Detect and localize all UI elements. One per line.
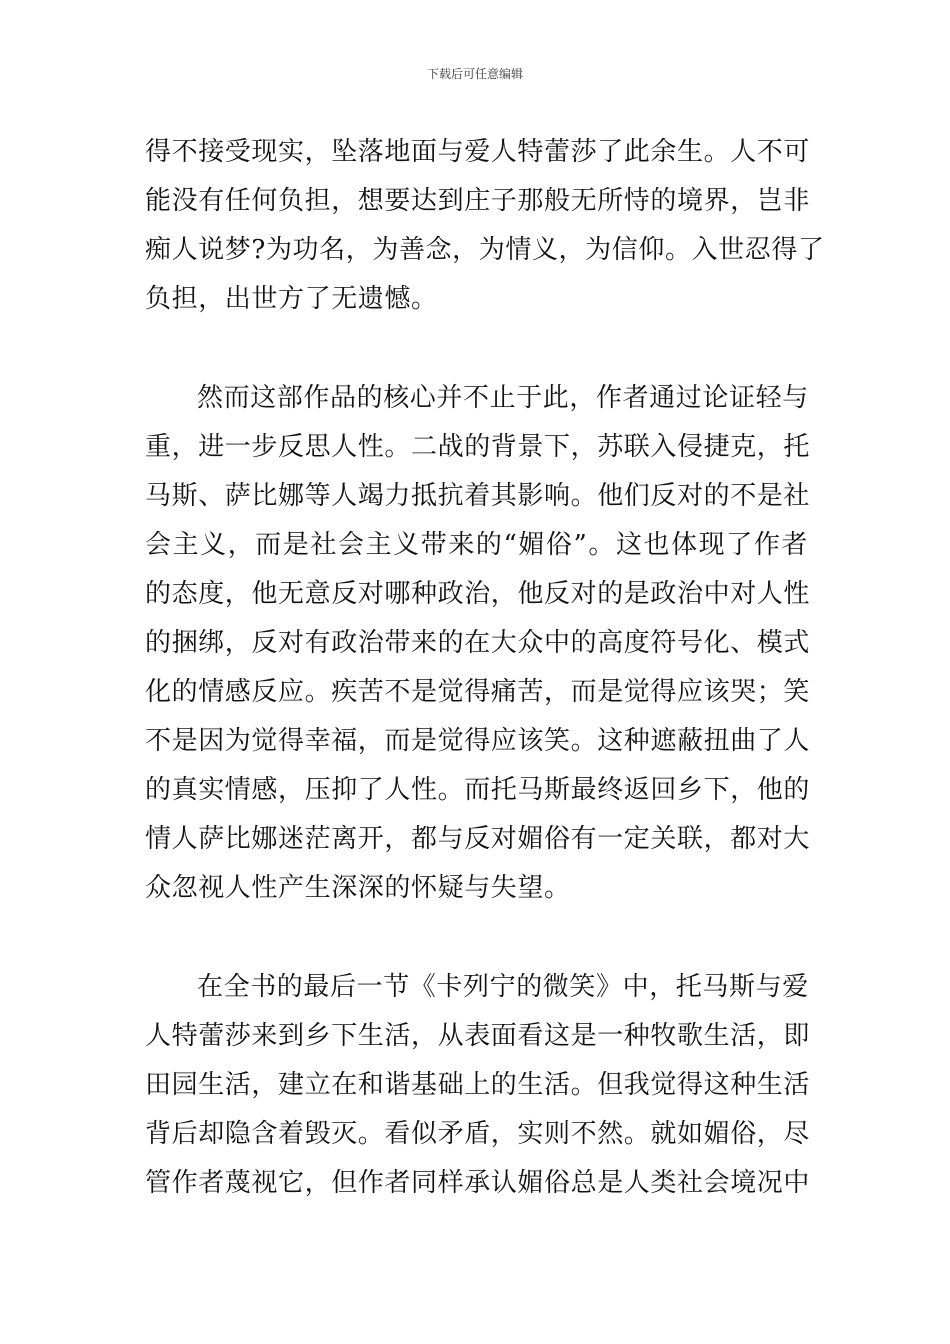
- document-body: [145, 128, 825, 1208]
- text-line: 的态度，他无意反对哪种政治，他反对的是政治中对人性: [145, 579, 811, 609]
- text-line: 情人萨比娜迷茫离开，都与反对媚俗有一定关联，都对大: [145, 824, 811, 854]
- paragraph: [145, 128, 825, 324]
- text-line: 的捆绑，反对有政治带来的在大众中的高度符号化、模式: [145, 628, 811, 658]
- paragraph: [145, 374, 811, 913]
- text-line: 然而这部作品的核心并不止于此，作者通过论证轻与: [197, 383, 809, 413]
- text-line: 重，进一步反思人性。二战的背景下，苏联入侵捷克，托: [145, 432, 811, 462]
- text-line: 不是因为觉得幸福，而是觉得应该笑。这种遮蔽扭曲了人: [145, 726, 811, 756]
- text-line: 化的情感反应。疾苦不是觉得痛苦，而是觉得应该哭；笑: [145, 677, 811, 707]
- text-line: 得不接受现实，坠落地面与爱人特蕾莎了此余生。人不可: [145, 137, 811, 167]
- paragraph-gap: [145, 324, 808, 374]
- text-line: 痴人说梦?为功名，为善念，为情义，为信仰。入世忍得了: [145, 235, 825, 265]
- paragraph: [145, 963, 811, 1208]
- text-line: 背后却隐含着毁灭。看似矛盾，实则不然。就如媚俗，尽: [145, 1119, 811, 1149]
- text-line: 会主义，而是社会主义带来的“媚俗”。这也体现了作者: [145, 530, 808, 560]
- text-line: 管作者蔑视它，但作者同样承认媚俗总是人类社会境况中: [145, 1168, 811, 1198]
- text-line: 负担，出世方了无遗憾。: [145, 284, 438, 314]
- text-line: 在全书的最后一节《卡列宁的微笑》中，托马斯与爱: [197, 972, 809, 1002]
- text-line: 人特蕾莎来到乡下生活，从表面看这是一种牧歌生活，即: [145, 1021, 811, 1051]
- text-line: 马斯、萨比娜等人竭力抵抗着其影响。他们反对的不是社: [145, 481, 811, 511]
- text-line: 田园生活，建立在和谐基础上的生活。但我觉得这种生活: [145, 1070, 811, 1100]
- text-line: 的真实情感，压抑了人性。而托马斯最终返回乡下，他的: [145, 775, 811, 805]
- paragraph-gap: [145, 913, 808, 963]
- text-line: 众忽视人性产生深深的怀疑与失望。: [145, 873, 571, 903]
- page-header: 下载后可任意编辑: [426, 67, 523, 81]
- text-line: 能没有任何负担，想要达到庄子那般无所恃的境界，岂非: [145, 186, 811, 216]
